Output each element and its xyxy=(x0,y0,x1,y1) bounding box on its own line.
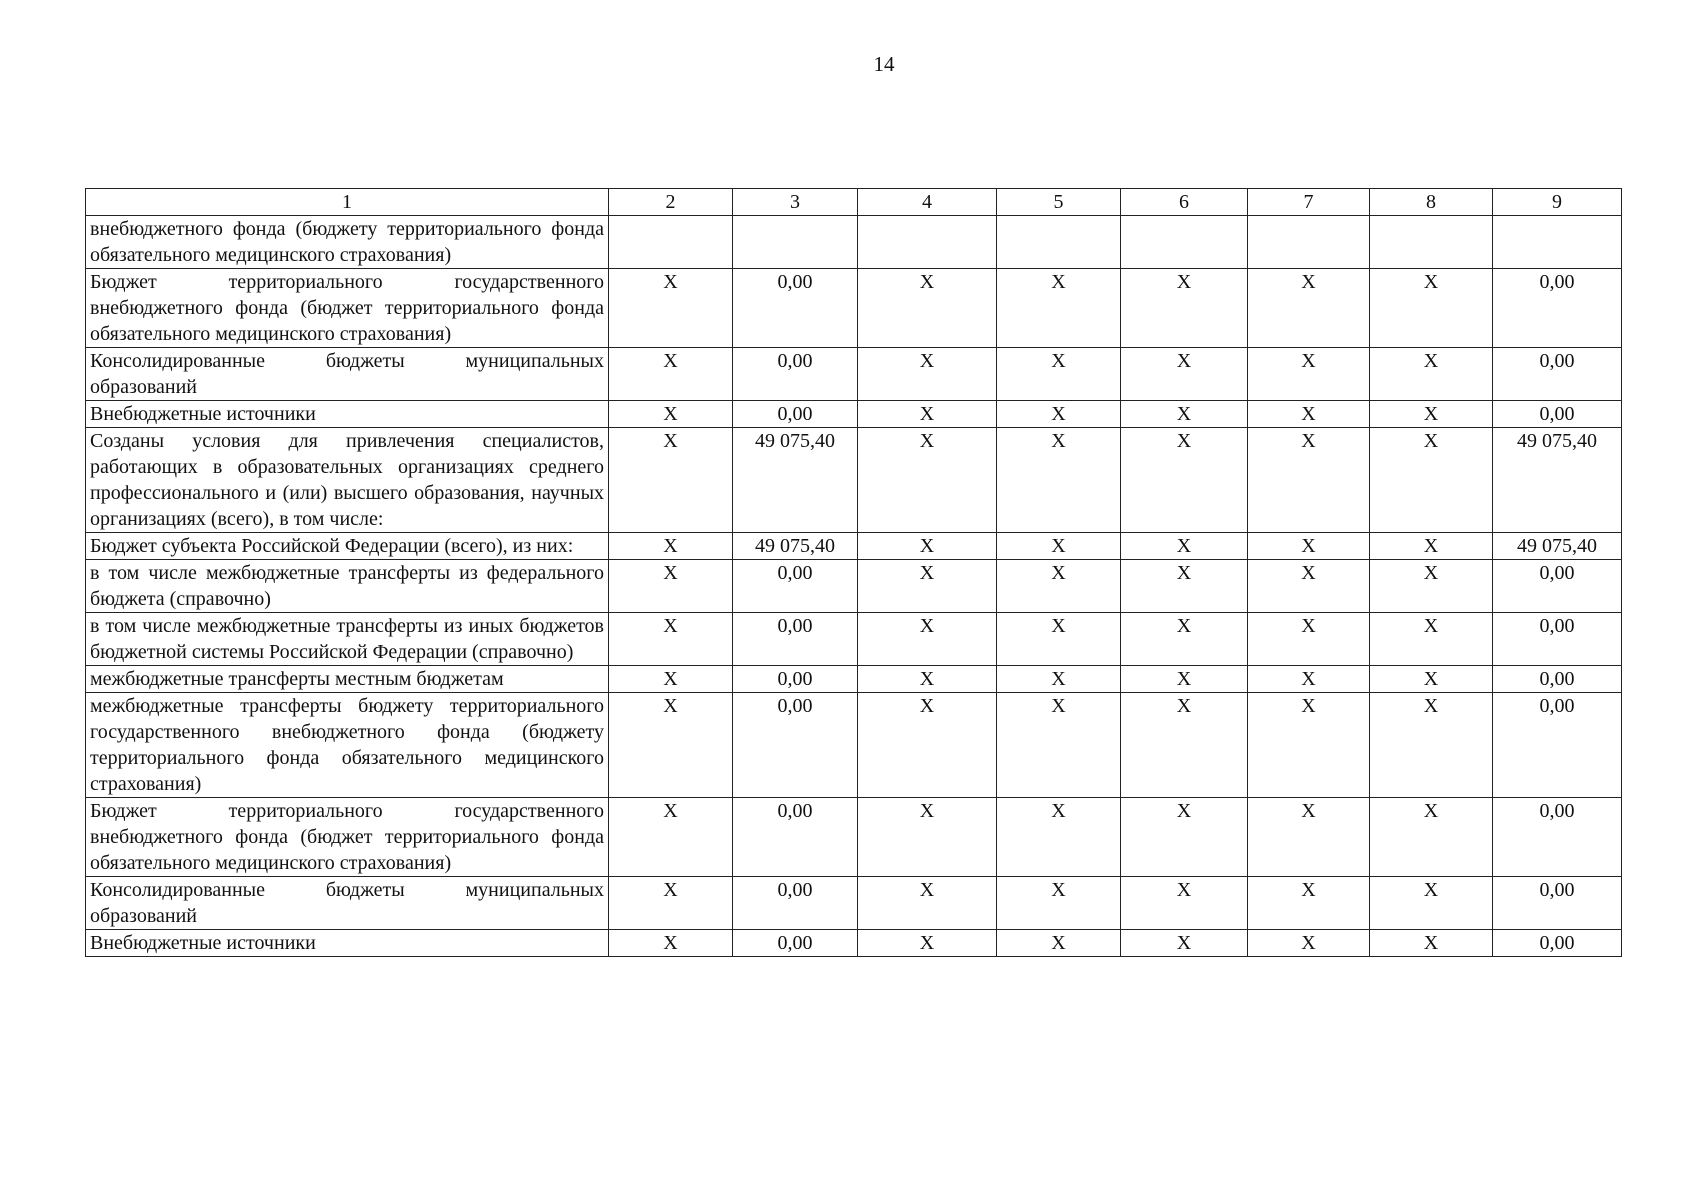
table-row xyxy=(86,348,1622,401)
table-cell-col6: X xyxy=(1121,666,1248,693)
table-cell-col4: X xyxy=(858,269,997,348)
table-row xyxy=(86,930,1622,957)
table-cell-col6: X xyxy=(1121,348,1248,401)
table-cell-col2: X xyxy=(609,930,733,957)
table-cell-col2: X xyxy=(609,269,733,348)
table-cell-col4: X xyxy=(858,613,997,666)
table-cell-col7: X xyxy=(1248,930,1370,957)
table-cell-col4: X xyxy=(858,930,997,957)
row-label: Бюджет субъекта Российской Федерации (всего), из них: xyxy=(86,533,609,560)
table-cell-col2: X xyxy=(609,401,733,428)
column-header: 5 xyxy=(997,189,1121,216)
table-row xyxy=(86,401,1622,428)
table-cell-col2: X xyxy=(609,348,733,401)
table-cell-col5: X xyxy=(997,613,1121,666)
table-cell-col3: 0,00 xyxy=(733,401,858,428)
table-cell-col7: X xyxy=(1248,533,1370,560)
table-cell-col3: 49 075,40 xyxy=(733,533,858,560)
table-cell-col3: 0,00 xyxy=(733,348,858,401)
table-cell-col6: X xyxy=(1121,401,1248,428)
table-cell-col7: X xyxy=(1248,269,1370,348)
table-cell-col3: 0,00 xyxy=(733,269,858,348)
table-cell-col5 xyxy=(997,216,1121,269)
table-cell-col3: 0,00 xyxy=(733,877,858,930)
table-cell-col8: X xyxy=(1370,877,1493,930)
table-cell-col9: 49 075,40 xyxy=(1493,533,1622,560)
table-row xyxy=(86,613,1622,666)
table-cell-col9: 0,00 xyxy=(1493,401,1622,428)
table-cell-col8: X xyxy=(1370,401,1493,428)
table-cell-col5: X xyxy=(997,877,1121,930)
table-cell-col5: X xyxy=(997,269,1121,348)
table-cell-col2: X xyxy=(609,877,733,930)
table-cell-col7: X xyxy=(1248,693,1370,798)
table-cell-col8: X xyxy=(1370,666,1493,693)
table-cell-col6: X xyxy=(1121,877,1248,930)
table-cell-col5: X xyxy=(997,693,1121,798)
table-cell-col2: X xyxy=(609,798,733,877)
table-cell-col7: X xyxy=(1248,560,1370,613)
table-cell-col4: X xyxy=(858,533,997,560)
table-cell-col6: X xyxy=(1121,613,1248,666)
table-row xyxy=(86,877,1622,930)
row-label: Бюджет территориального государственного внебюджетного фонда (бюджет территориального фонда обязательного медицинского страхования) xyxy=(86,798,609,877)
table-cell-col2 xyxy=(609,216,733,269)
table-row xyxy=(86,533,1622,560)
table-cell-col9 xyxy=(1493,216,1622,269)
column-header: 3 xyxy=(733,189,858,216)
row-label: в том числе межбюджетные трансферты из иных бюджетов бюджетной системы Российской Федерации (справочно) xyxy=(86,613,609,666)
table-cell-col4: X xyxy=(858,428,997,533)
table-cell-col6: X xyxy=(1121,930,1248,957)
table-cell-col8: X xyxy=(1370,693,1493,798)
table-cell-col3: 0,00 xyxy=(733,613,858,666)
table-cell-col9: 0,00 xyxy=(1493,348,1622,401)
row-label: межбюджетные трансферты бюджету территориального государственного внебюджетного фонда (бюджету территориального фонда обязательного медицинского страхования) xyxy=(86,693,609,798)
table-row xyxy=(86,560,1622,613)
table-cell-col5: X xyxy=(997,798,1121,877)
table-cell-col4: X xyxy=(858,348,997,401)
table-cell-col8 xyxy=(1370,216,1493,269)
column-header: 9 xyxy=(1493,189,1622,216)
table-cell-col4: X xyxy=(858,401,997,428)
table-cell-col7: X xyxy=(1248,348,1370,401)
table-cell-col6 xyxy=(1121,216,1248,269)
table-cell-col8: X xyxy=(1370,428,1493,533)
table-cell-col4: X xyxy=(858,560,997,613)
table-cell-col2: X xyxy=(609,613,733,666)
row-label: Внебюджетные источники xyxy=(86,401,609,428)
table-cell-col6: X xyxy=(1121,269,1248,348)
table-cell-col4: X xyxy=(858,798,997,877)
table-cell-col4 xyxy=(858,216,997,269)
table-row xyxy=(86,216,1622,269)
table-cell-col7: X xyxy=(1248,613,1370,666)
table-cell-col8: X xyxy=(1370,930,1493,957)
table-cell-col7 xyxy=(1248,216,1370,269)
table-cell-col9: 0,00 xyxy=(1493,693,1622,798)
table-cell-col3: 0,00 xyxy=(733,693,858,798)
table-cell-col6: X xyxy=(1121,428,1248,533)
page-number: 14 xyxy=(873,52,895,76)
table-cell-col6: X xyxy=(1121,798,1248,877)
table-cell-col2: X xyxy=(609,693,733,798)
budget-table xyxy=(85,188,1622,957)
row-label: в том числе межбюджетные трансферты из федерального бюджета (справочно) xyxy=(86,560,609,613)
table-cell-col2: X xyxy=(609,533,733,560)
column-header: 1 xyxy=(86,189,609,216)
table-cell-col9: 0,00 xyxy=(1493,613,1622,666)
table-cell-col5: X xyxy=(997,533,1121,560)
table-cell-col5: X xyxy=(997,560,1121,613)
table-cell-col5: X xyxy=(997,348,1121,401)
table-cell-col8: X xyxy=(1370,560,1493,613)
table-cell-col3: 0,00 xyxy=(733,798,858,877)
row-label: Консолидированные бюджеты муниципальных образований xyxy=(86,348,609,401)
table-cell-col4: X xyxy=(858,666,997,693)
table-cell-col4: X xyxy=(858,693,997,798)
table-cell-col6: X xyxy=(1121,533,1248,560)
table-row xyxy=(86,428,1622,533)
table-cell-col2: X xyxy=(609,560,733,613)
table-cell-col7: X xyxy=(1248,666,1370,693)
table-cell-col5: X xyxy=(997,401,1121,428)
column-header: 7 xyxy=(1248,189,1370,216)
table-cell-col9: 0,00 xyxy=(1493,269,1622,348)
table-cell-col3: 0,00 xyxy=(733,560,858,613)
row-label: Бюджет территориального государственного внебюджетного фонда (бюджет территориального фонда обязательного медицинского страхования) xyxy=(86,269,609,348)
table-cell-col9: 0,00 xyxy=(1493,930,1622,957)
table-cell-col7: X xyxy=(1248,428,1370,533)
table-cell-col5: X xyxy=(997,930,1121,957)
table-cell-col9: 0,00 xyxy=(1493,560,1622,613)
column-header: 2 xyxy=(609,189,733,216)
table-row xyxy=(86,269,1622,348)
table-cell-col8: X xyxy=(1370,533,1493,560)
table-cell-col2: X xyxy=(609,666,733,693)
table-cell-col8: X xyxy=(1370,269,1493,348)
table-cell-col5: X xyxy=(997,666,1121,693)
row-label: внебюджетного фонда (бюджету территориального фонда обязательного медицинского страхования) xyxy=(86,216,609,269)
table-cell-col7: X xyxy=(1248,798,1370,877)
table-cell-col3: 49 075,40 xyxy=(733,428,858,533)
row-label: Консолидированные бюджеты муниципальных образований xyxy=(86,877,609,930)
table-header xyxy=(86,189,1622,216)
table-cell-col9: 0,00 xyxy=(1493,666,1622,693)
column-header: 4 xyxy=(858,189,997,216)
table-cell-col9: 0,00 xyxy=(1493,877,1622,930)
table-body xyxy=(86,216,1622,957)
table-cell-col2: X xyxy=(609,428,733,533)
table-cell-col5: X xyxy=(997,428,1121,533)
table-cell-col7: X xyxy=(1248,877,1370,930)
table-row xyxy=(86,798,1622,877)
table-cell-col9: 49 075,40 xyxy=(1493,428,1622,533)
column-header: 8 xyxy=(1370,189,1493,216)
table-cell-col3: 0,00 xyxy=(733,666,858,693)
table-row xyxy=(86,666,1622,693)
table-cell-col3: 0,00 xyxy=(733,930,858,957)
row-label: межбюджетные трансферты местным бюджетам xyxy=(86,666,609,693)
table-cell-col4: X xyxy=(858,877,997,930)
table-cell-col8: X xyxy=(1370,798,1493,877)
table-cell-col3 xyxy=(733,216,858,269)
table-row xyxy=(86,693,1622,798)
table-cell-col8: X xyxy=(1370,613,1493,666)
column-header: 6 xyxy=(1121,189,1248,216)
table-cell-col6: X xyxy=(1121,560,1248,613)
table-cell-col8: X xyxy=(1370,348,1493,401)
row-label: Созданы условия для привлечения специалистов, работающих в образовательных организациях среднего профессионального и (или) высшего образования, научных организациях (всего), в том числе: xyxy=(86,428,609,533)
table-cell-col7: X xyxy=(1248,401,1370,428)
table-cell-col6: X xyxy=(1121,693,1248,798)
table-cell-col9: 0,00 xyxy=(1493,798,1622,877)
column-number-row xyxy=(86,189,1622,216)
row-label: Внебюджетные источники xyxy=(86,930,609,957)
